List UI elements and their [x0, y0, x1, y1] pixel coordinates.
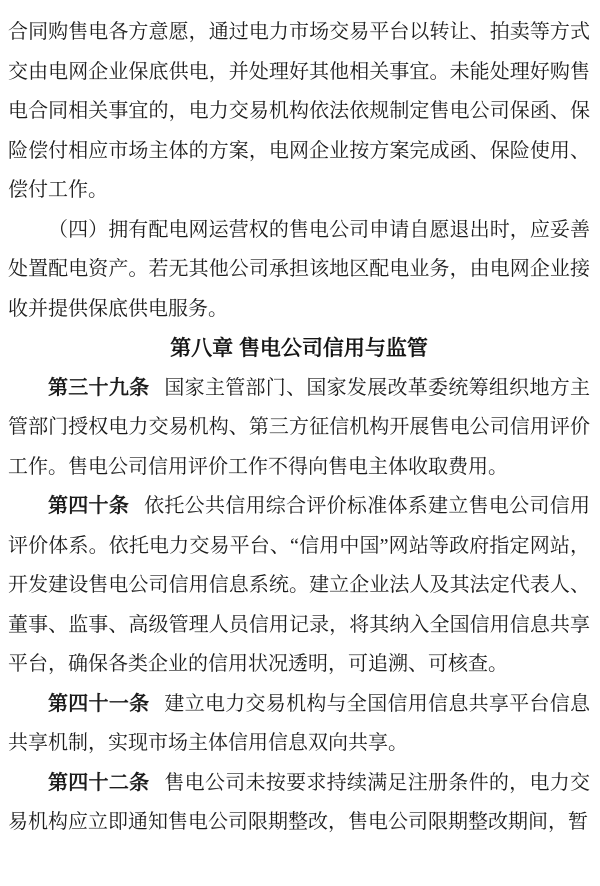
chapter-heading: 第八章 售电公司信用与监管 [170, 337, 428, 360]
article-body: 国家主管部门、国家发展改革委统筹组织地方主管部门授权电力交易机构、第三方征信机构开展售电公司信用评价工作。售电公司信用评价工作不得向售电主体收取费用。 [8, 376, 591, 478]
article-number: 第四十一条 [48, 692, 150, 715]
article-body: 建立电力交易机构与全国信用信息共享平台信息共享机制，实现市场主体信用信息双向共享。 [8, 692, 591, 754]
article-body: 售电公司未按要求持续满足注册条件的，电力交易机构应立即通知售电公司限期整改，售电公司限期整改期间，暂 [8, 771, 591, 833]
paragraph-article-42 [8, 764, 590, 843]
paragraph-article-39 [8, 369, 590, 488]
article-number: 第三十九条 [48, 376, 150, 399]
paragraph-item-4: （四）拥有配电网运营权的售电公司申请自愿退出时，应妥善处置配电资产。若无其他公司承担该地区配电业务，由电网企业接收并提供保底供电服务。 [8, 218, 590, 320]
paragraph-continuation: 合同购售电各方意愿，通过电力市场交易平台以转让、拍卖等方式交由电网企业保底供电，并处理好其他相关事宜。未能处理好购售电合同相关事宜的，电力交易机构依法依规制定售电公司保函、保险偿付相应市场主体的方案，电网企业按方案完成函、保险使用、偿付工作。 [8, 21, 590, 201]
paragraph-article-41 [8, 685, 590, 764]
article-number: 第四十二条 [48, 771, 150, 794]
paragraph-article-40 [8, 487, 590, 685]
article-body: 依托公共信用综合评价标准体系建立售电公司信用评价体系。依托电力交易平台、“信用中国”网站等政府指定网站，开发建设售电公司信用信息系统。建立企业法人及其法定代表人、董事、监事、高级管理人员信用记录，将其纳入全国信用信息共享平台，确保各类企业的信用状况透明，可追溯、可核查。 [8, 495, 591, 675]
article-number: 第四十条 [48, 495, 130, 517]
